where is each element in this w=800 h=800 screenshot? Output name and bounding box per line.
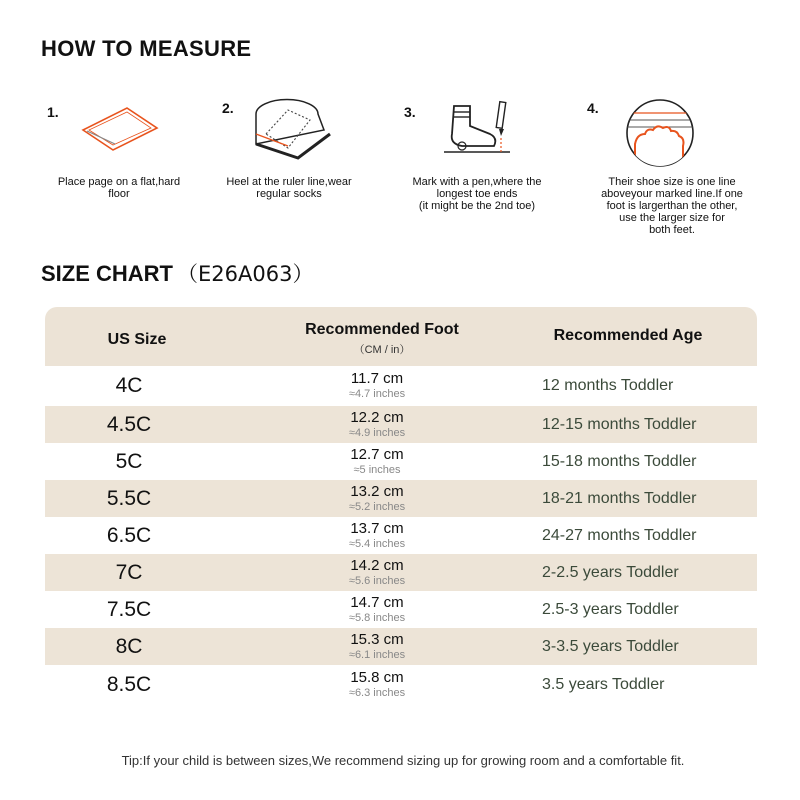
step-caption-line: Heel at the ruler line,wear <box>226 176 352 188</box>
cell-us-size: 4C <box>115 374 143 397</box>
header-recommended-foot: Recommended Foot <box>305 321 459 338</box>
cell-recommended-age: 12-15 months Toddler <box>542 416 697 433</box>
step-number: 3. <box>404 104 416 120</box>
header-us-size: US Size <box>107 331 167 348</box>
step-caption-line: Their shoe size is one line <box>608 176 736 188</box>
step-caption-line: (it might be the 2nd toe) <box>418 200 536 212</box>
step-caption-line: aboveyour marked line.If one <box>601 188 743 200</box>
table-row <box>45 406 757 443</box>
step-number: 1. <box>47 104 59 120</box>
cell-us-size: 8.5C <box>106 673 152 696</box>
cell-foot-inches: ≈4.9 inches <box>348 427 406 439</box>
step-number: 2. <box>222 100 234 116</box>
table-row <box>45 480 757 517</box>
paper-on-floor-icon <box>77 104 161 152</box>
cell-us-size: 6.5C <box>106 524 152 547</box>
cell-recommended-age: 18-21 months Toddler <box>542 490 697 507</box>
step-caption-line: use the larger size for <box>619 212 725 224</box>
step-caption-line: both feet. <box>649 224 695 236</box>
step-caption-line: regular socks <box>256 188 322 200</box>
cell-foot-cm: 15.3 cm <box>350 631 404 648</box>
cell-recommended-age: 15-18 months Toddler <box>542 453 697 470</box>
table-header <box>45 307 757 366</box>
cell-recommended-age: 3.5 years Toddler <box>542 676 665 693</box>
size-chart-title-text: SIZE CHART <box>41 261 173 286</box>
cell-foot-cm: 13.7 cm <box>350 520 404 537</box>
step-caption-line: longest toe ends <box>436 188 518 200</box>
cell-recommended-age: 3-3.5 years Toddler <box>542 638 679 655</box>
sock-heel-icon <box>248 96 334 166</box>
step-caption-line: foot is largerthan the other, <box>606 200 738 212</box>
toe-lines-icon <box>625 98 695 168</box>
cell-us-size: 8C <box>115 635 143 658</box>
cell-recommended-age: 12 months Toddler <box>542 377 674 394</box>
cell-foot-cm: 14.7 cm <box>350 594 404 611</box>
size-chart-table <box>45 307 757 704</box>
cell-foot-cm: 14.2 cm <box>350 557 404 574</box>
header-foot-unit: （CM / in） <box>353 344 411 356</box>
cell-foot-inches: ≈5.8 inches <box>348 612 406 624</box>
cell-us-size: 5C <box>115 450 143 473</box>
cell-us-size: 7C <box>115 561 143 584</box>
cell-foot-cm: 11.7 cm <box>350 370 404 387</box>
step-caption-line: Mark with a pen,where the <box>412 176 542 188</box>
how-to-measure-title: HOW TO MEASURE <box>41 36 252 61</box>
size-chart-title <box>41 258 313 288</box>
table-row <box>45 554 757 591</box>
cell-foot-inches: ≈6.1 inches <box>348 649 406 661</box>
table-row <box>45 517 757 554</box>
cell-recommended-age: 2-2.5 years Toddler <box>542 564 679 581</box>
cell-foot-inches: ≈5.2 inches <box>348 501 406 513</box>
size-chart-code: （E26A063） <box>177 262 314 286</box>
sizing-tip: Tip:If your child is between sizes,We recommend sizing up for growing room and a comfortable fit. <box>121 753 685 768</box>
cell-foot-cm: 12.2 cm <box>350 409 404 426</box>
cell-foot-inches: ≈4.7 inches <box>348 388 406 400</box>
cell-recommended-age: 24-27 months Toddler <box>542 527 697 544</box>
table-row <box>45 591 757 628</box>
cell-us-size: 5.5C <box>106 487 152 510</box>
step-number: 4. <box>587 100 599 116</box>
step-caption-line: Place page on a flat,hard <box>57 176 181 188</box>
cell-recommended-age: 2.5-3 years Toddler <box>542 601 679 618</box>
cell-foot-cm: 13.2 cm <box>350 483 404 500</box>
table-row <box>45 665 757 704</box>
cell-foot-inches: ≈5 inches <box>353 464 401 476</box>
cell-us-size: 7.5C <box>106 598 152 621</box>
cell-foot-inches: ≈5.4 inches <box>348 538 406 550</box>
cell-foot-cm: 15.8 cm <box>350 669 404 686</box>
cell-foot-cm: 12.7 cm <box>350 446 404 463</box>
cell-foot-inches: ≈5.6 inches <box>348 575 406 587</box>
table-row <box>45 366 757 406</box>
cell-us-size: 4.5C <box>106 413 152 436</box>
table-row <box>45 443 757 480</box>
table-row <box>45 628 757 665</box>
foot-pen-icon <box>440 98 520 158</box>
header-recommended-age: Recommended Age <box>553 327 703 344</box>
step-caption-line: floor <box>108 188 130 200</box>
cell-foot-inches: ≈6.3 inches <box>348 687 406 699</box>
